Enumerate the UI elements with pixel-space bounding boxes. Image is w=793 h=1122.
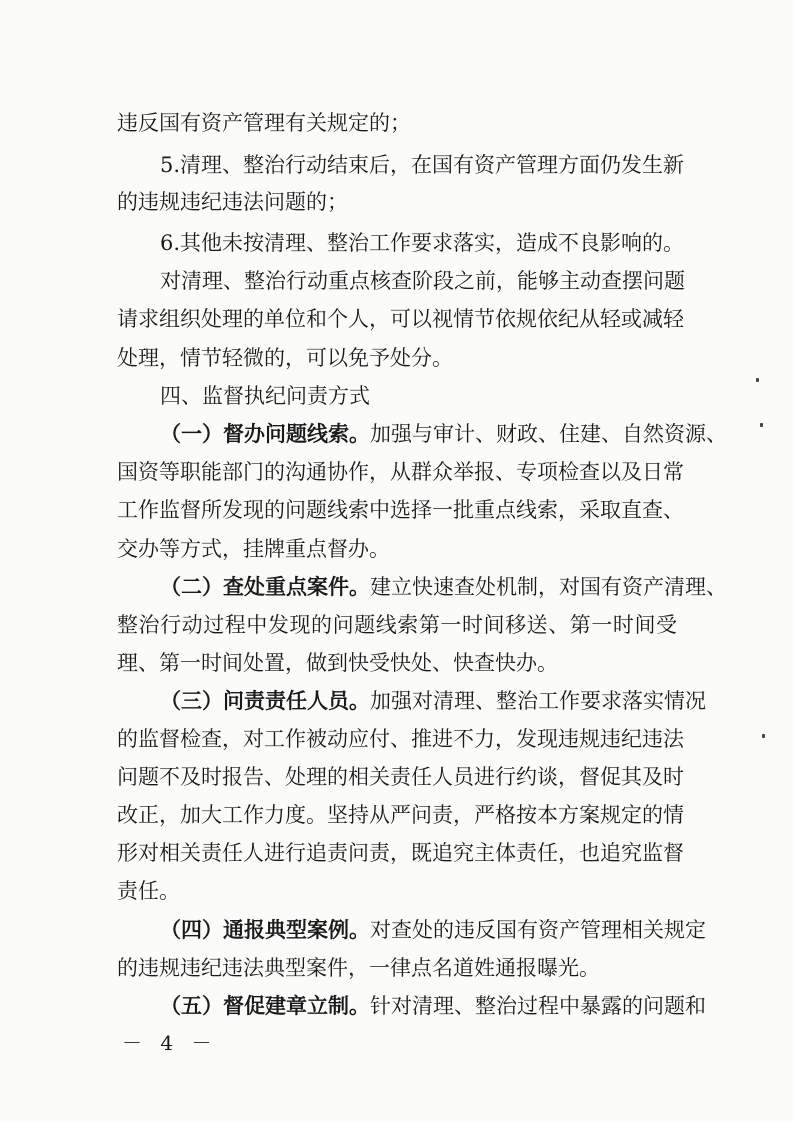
subheading: （一）督办问题线索。	[160, 421, 370, 446]
page-number: － 4 －	[122, 1031, 218, 1055]
text-line: 交办等方式，挂牌重点督办。	[117, 537, 390, 561]
text-line: （二）查处重点案件。建立快速查处机制，对国有资产清理、	[160, 574, 727, 599]
subheading: （四）通报典型案例。	[160, 917, 370, 942]
scan-speck	[756, 378, 759, 382]
text-line: 改正，加大工作力度。坚持从严问责，严格按本方案规定的情	[117, 803, 684, 827]
text-line: 工作监督所发现的问题线索中选择一批重点线索，采取直查、	[117, 498, 684, 522]
subheading: （三）问责责任人员。	[160, 688, 370, 713]
subheading: （五）督促建章立制。	[160, 993, 370, 1018]
text-line: 形对相关责任人进行追责问责，既追究主体责任，也追究监督	[117, 841, 684, 865]
text-line: （一）督办问题线索。加强与审计、财政、住建、自然资源、	[160, 421, 727, 446]
text-line: 国资等职能部门的沟通协作，从群众举报、专项检查以及日常	[117, 460, 684, 484]
text-line: 违反国有资产管理有关规定的；	[117, 111, 411, 135]
text-line: 问题不及时报告、处理的相关责任人员进行约谈，督促其及时	[117, 765, 684, 789]
text-line: 的违规违纪违法典型案件，一律点名道姓通报曝光。	[117, 956, 600, 980]
text-line: 5.清理、整治行动结束后，在国有资产管理方面仍发生新	[160, 153, 685, 177]
text-line: 请求组织处理的单位和个人，可以视情节依规依纪从轻或减轻	[117, 307, 684, 331]
subheading: （二）查处重点案件。	[160, 574, 370, 599]
text-line: （五）督促建章立制。针对清理、整治过程中暴露的问题和	[160, 993, 706, 1018]
text-line: 责任。	[117, 879, 180, 903]
text-line: 整治行动过程中发现的问题线索第一时间移送、第一时间受	[117, 613, 677, 637]
scan-speck	[762, 734, 765, 738]
text-line: 对清理、整治行动重点核查阶段之前，能够主动查摆问题	[160, 269, 685, 293]
text-line: （四）通报典型案例。对查处的违反国有资产管理相关规定	[160, 917, 706, 942]
scan-speck	[760, 423, 763, 427]
text-line: 6.其他未按清理、整治工作要求落实，造成不良影响的。	[160, 231, 685, 255]
text-line: （三）问责责任人员。加强对清理、整治工作要求落实情况	[160, 688, 706, 713]
text-line: 的监督检查，对工作被动应付、推进不力，发现违规违纪违法	[117, 727, 684, 751]
text-line: 处理，情节轻微的，可以免予处分。	[117, 346, 453, 370]
section-heading: 四、监督执纪问责方式	[160, 384, 370, 408]
text-line: 理、第一时间处置，做到快受快处、快查快办。	[117, 651, 558, 675]
text-line: 的违规违纪违法问题的；	[117, 190, 348, 214]
